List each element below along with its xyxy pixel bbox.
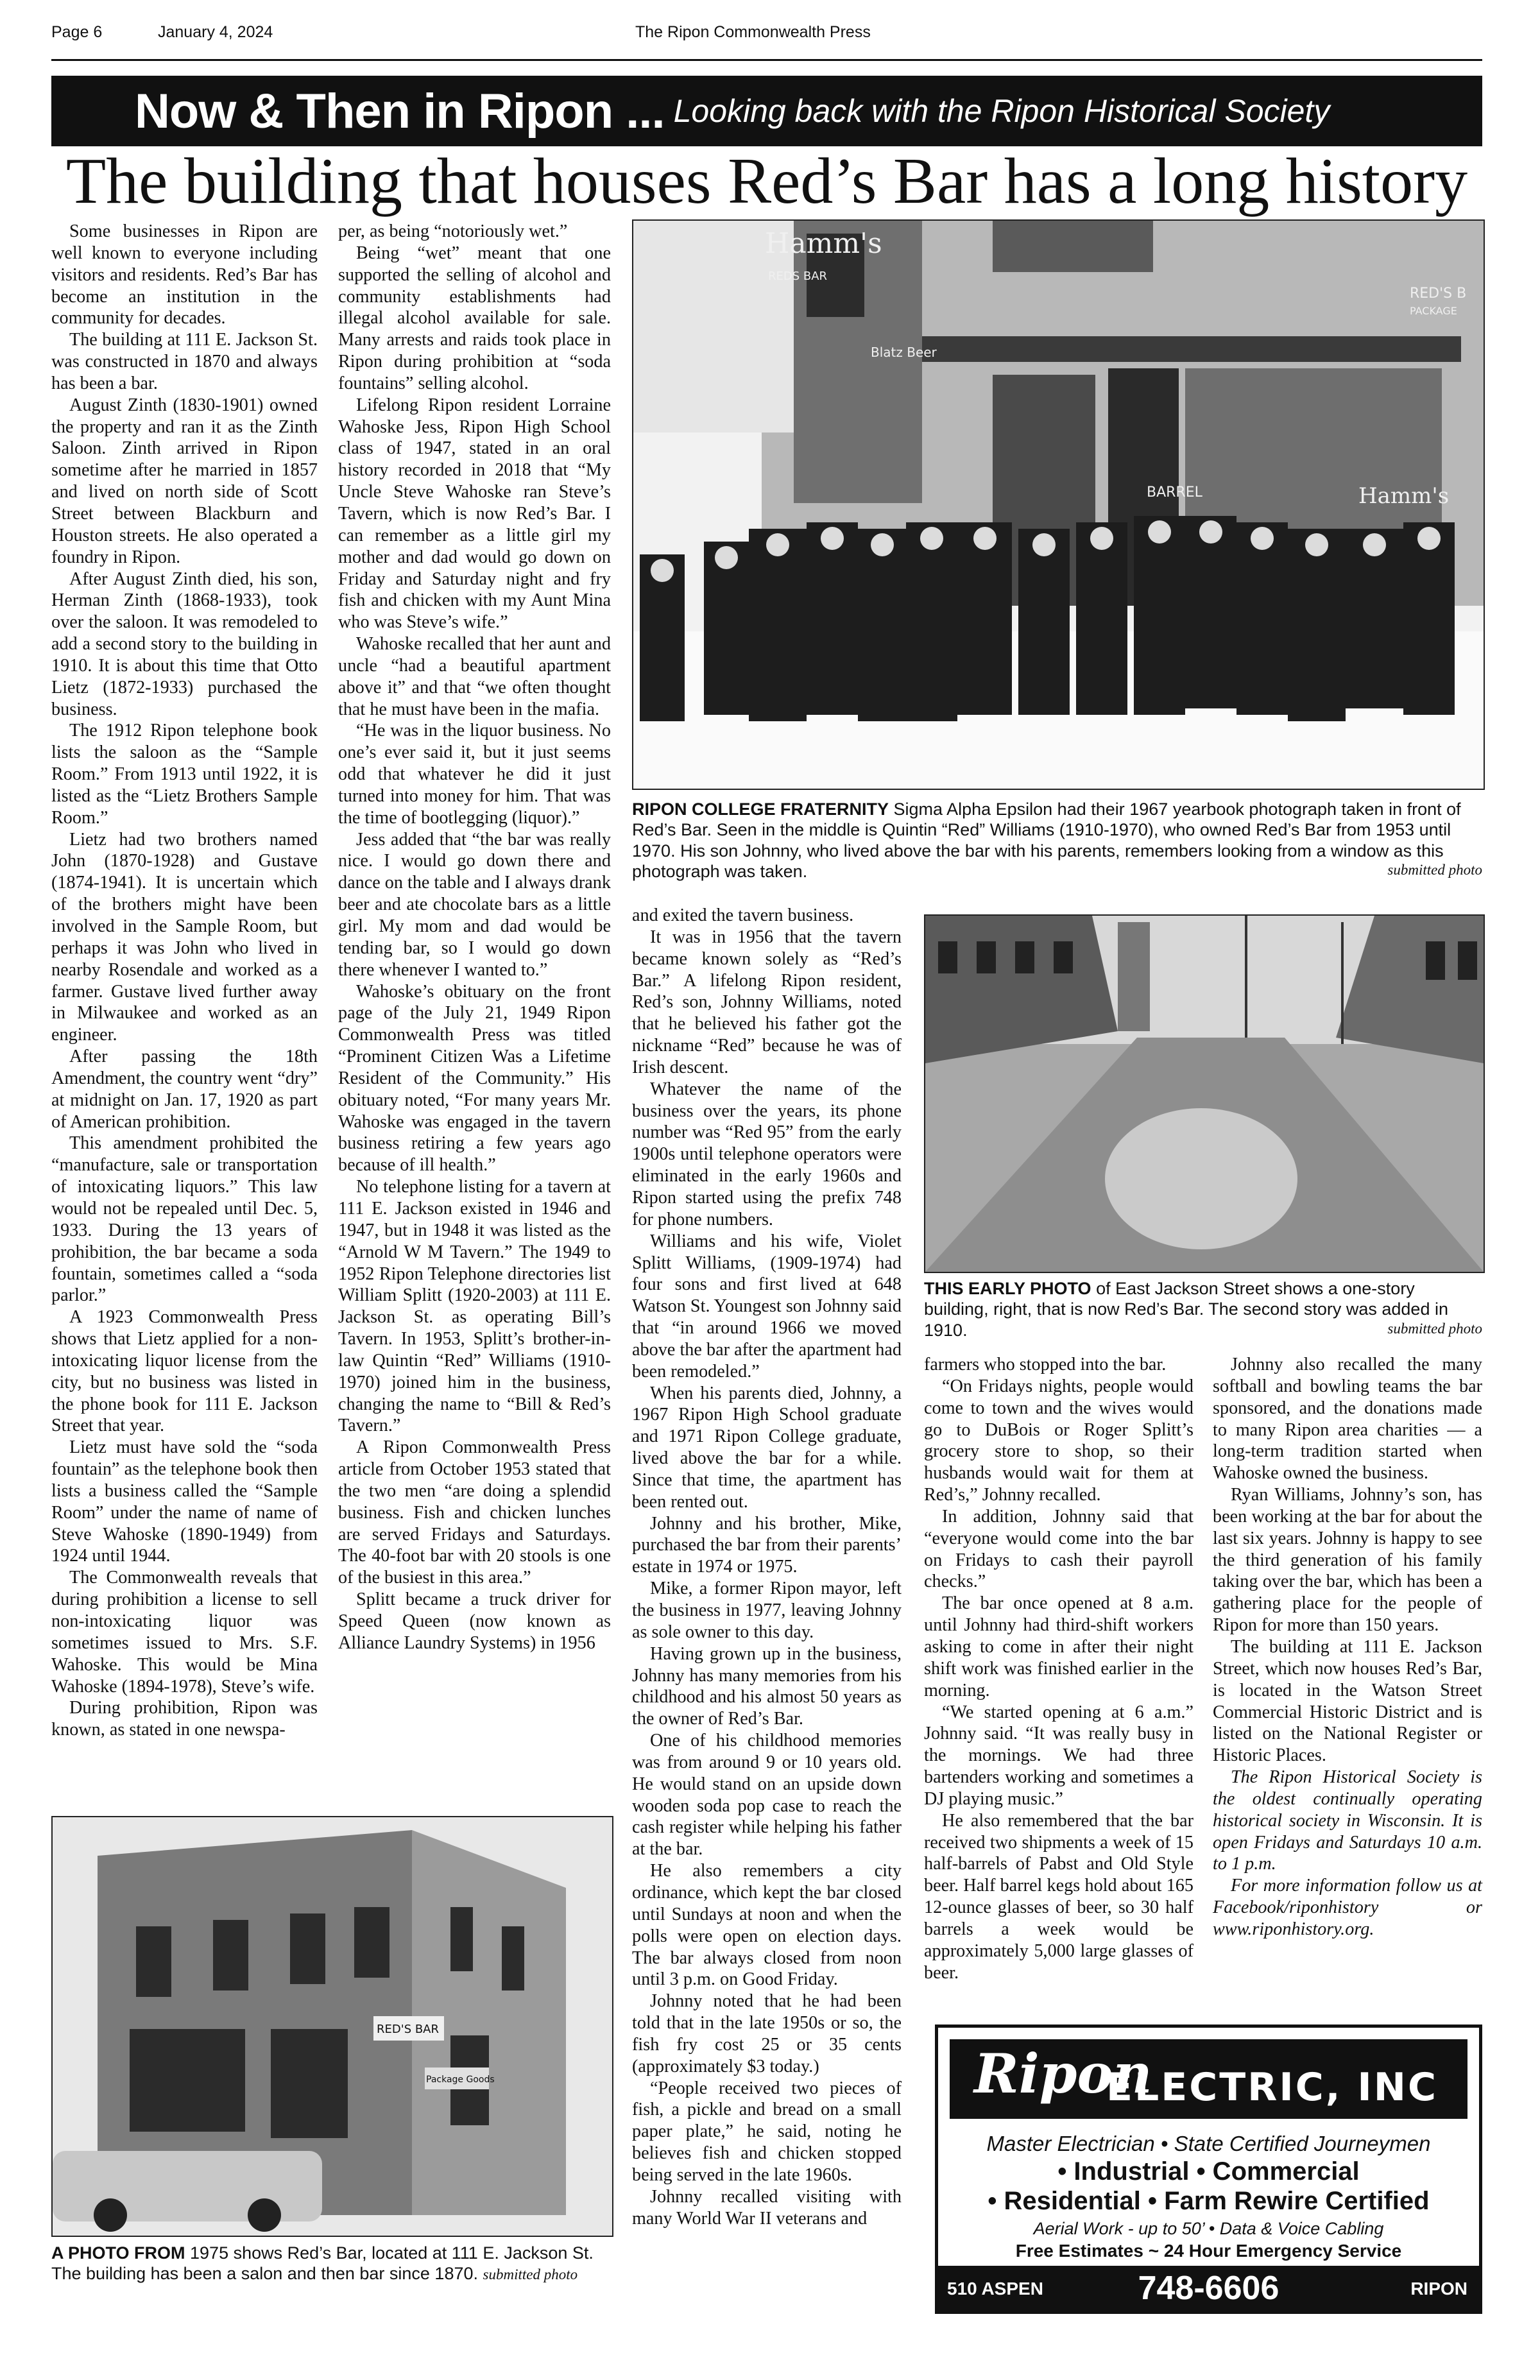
fraternity-caption (632, 799, 1482, 882)
ad-logo-band (950, 2039, 1467, 2119)
paragraph: farmers who stopped into the bar. (924, 1355, 1167, 1374)
paragraph: Lietz had two brothers named John (1870-1928) and Gustave (1874-1941). It is uncertain which of the brothers might have been involved in the Sample Room, but perhaps it was John who lived in nearby Rosendale and worked as a farmer. Gustave lived further away in Milwaukee and worked as an engineer. (51, 829, 318, 1045)
paragraph: He also remembers a city ordinance, which kept the bar closed until Sundays at noon and when the polls were open on election days. The bar always closed from noon until 3 p.m. on Good Friday. (632, 1861, 902, 1990)
ripon-electric-ad (935, 2025, 1482, 2314)
paragraph: A Ripon Commonwealth Press article from October 1953 stated that the two men “are doing a splendid business. Fish and chicken lunches are served Fridays and Saturdays. The 40-foot bar with 20 stools is one of the busiest in this area.” (338, 1437, 611, 1588)
bar-1975-photo (51, 1816, 613, 2237)
caption-lead: RIPON COLLEGE FRATERNITY (632, 800, 889, 819)
paragraph: During prohibition, Ripon was known, as stated in one newspa- (51, 1698, 318, 1740)
sign-hamms: Hamm's (765, 227, 882, 260)
paragraph: Johnny and his brother, Mike, purchased the bar from their parents’ estate in 1974 or 1975. (632, 1513, 902, 1577)
banner-subtitle: Looking back with the Ripon Historical Society (673, 93, 1330, 129)
paragraph: A 1923 Commonwealth Press shows that Lietz applied for a non-intoxicating liquor license from the city, but no business was listed in the phone book for 111 E. Jackson Street that year. (51, 1307, 318, 1436)
ad-contact-bar (938, 2266, 1479, 2311)
photo-credit: submitted photo (1387, 862, 1482, 878)
paragraph: The building at 111 E. Jackson Street, which now houses Red’s Bar, is located in the Watson Street Commercial Historic District and is listed on the National Register or Historic Places. (1213, 1636, 1482, 1766)
page-number: Page 6 (51, 23, 103, 41)
caption-text: Sigma Alpha Epsilon had their 1967 yearbook photograph taken in front of Red’s Bar. Seen in the middle is Quintin “Red” Williams (1910-1970), who owned Red’s Bar from 1953 until 1970. His son Johnny, who lived above the bar with his parents, remembers looking from a window as this photograph was taken. (632, 800, 1461, 882)
ad-services-1: • Industrial • Commercial (1057, 2157, 1360, 2186)
paragraph: Lifelong Ripon resident Lorraine Wahoske Jess, Ripon High School class of 1947, stated in an oral history recorded in 2018 that “My Uncle Steve Wahoske ran Steve’s Tavern, which is now Red’s Bar. I can remember as a little girl my mother and dad would go down on Friday and Saturday night and fry fish and chicken with my Aunt Mina who was Steve’s wife.” (338, 395, 611, 633)
bar-1975-caption (51, 2243, 611, 2284)
paragraph: After August Zinth died, his son, Herman Zinth (1868-1933), took over the saloon. It was remodeled to add a second story to the building in 1910. It is about this time that Otto Lietz (1872-1933) purchased the business. (51, 569, 318, 719)
sign-package-goods: Package Goods (426, 2075, 495, 2085)
paragraph: Wahoske’s obituary on the front page of the July 21, 1949 Ripon Commonwealth Press was titled “Prominent Citizen Was a Lifetime Resident of the Community.” His obituary noted, “For many years Mr. Wahoske was engaged in the tavern business retiring a few years ago because of ill health.” (338, 981, 611, 1176)
banner-title: Now & Then in Ripon ... (135, 83, 665, 139)
paragraph: After passing the 18th Amendment, the country went “dry” at midnight on Jan. 17, 1920 as part of American prohibition. (51, 1047, 318, 1132)
paragraph: Whatever the name of the business over the years, its phone number was “Red 95” from the early 1900s until telephone operators were eliminated in the early 1960s and Ripon started using the prefix 748 for phone numbers. (632, 1079, 902, 1229)
caption-lead: THIS EARLY PHOTO (924, 1279, 1091, 1298)
paragraph: “On Fridays nights, people would come to town and the wives would go to DuBois or Roger Splitt’s grocery store to shop, so their husbands would wait for them at Red’s,” Johnny recalled. (924, 1376, 1194, 1505)
photo-credit: submitted photo (1387, 1320, 1482, 1337)
sign-reds-bar-1975: RED'S BAR (377, 2023, 440, 2036)
paragraph: The 1912 Ripon telephone book lists the saloon as the “Sample Room.” From 1913 until 1922, it is listed as the “Lietz Brothers Sample Room.” (51, 721, 318, 828)
paragraph: “We started opening at 6 a.m.” Johnny said. “It was really busy in the mornings. We had three bartenders working and sometimes a DJ playing music.” (924, 1702, 1194, 1809)
paragraph: No telephone listing for a tavern at 111 E. Jackson existed in 1946 and 1947, but in 1948 it was listed as the “Arnold W M Tavern.” The 1949 to 1952 Ripon Telephone directories list William Splitt (1920-2003) at 111 E. Jackson St. as operating Bill’s Tavern. In 1953, Splitt’s brother-in-law Quintin “Red” Williams (1910-1970) joined him in the business, changing the name to “Bill & Red’s Tavern.” (338, 1177, 611, 1436)
paragraph: Splitt became a truck driver for Speed Queen (now known as Alliance Laundry Systems) in 1956 (338, 1589, 611, 1653)
paragraph: When his parents died, Johnny, a 1967 Ripon High School graduate and 1971 Ripon College graduate, lived above the bar for a while. Since that time, the apartment has been rented out. (632, 1383, 902, 1512)
paragraph: Jess added that “the bar was really nice. I would go down there and dance on the table and I always drank beer and ate chocolate bars as a little girl. My mom and dad would be tending bar, so I would go down there whenever I wanted to.” (338, 829, 611, 980)
paragraph: Lietz must have sold the “soda fountain” as the telephone book then lists a business called the “Sample Room” under the name of name of Steve Wahoske (1890-1949) from 1924 until 1944. (51, 1437, 318, 1566)
paragraph: Ryan Williams, Johnny’s son, has been working at the bar for about the last six years. Johnny is happy to see the third generation of his family taking over the bar, which has been a gathering place for the people of Ripon for more than 150 years. (1213, 1485, 1482, 1636)
headline: The building that houses Red’s Bar has a long history (65, 145, 1468, 218)
ad-credentials: Master Electrician • State Certified Journeymen (986, 2132, 1431, 2155)
caption-lead: A PHOTO FROM (51, 2243, 185, 2263)
street-photo (924, 914, 1485, 1273)
paragraph: The building at 111 E. Jackson St. was constructed in 1870 and always has been a bar. (51, 330, 318, 393)
article-column-2 (338, 221, 611, 1654)
paragraph: “People received two pieces of fish, a pickle and bread on a small paper plate,” he said, noting he believes fish and chicken stopped being served in the late 1960s. (632, 2078, 902, 2185)
paragraph: per, as being “notoriously wet.” (338, 221, 568, 241)
paragraph: Having grown up in the business, Johnny has many memories from his childhood and his almost 50 years as the owner of Red’s Bar. (632, 1643, 902, 1729)
paragraph: Wahoske recalled that her aunt and uncle “had a beautiful apartment above it” and that “we often thought that he must have been in the mafia. (338, 634, 611, 719)
ad-city: RIPON (1410, 2279, 1467, 2299)
sign-barrel: BARREL (1147, 484, 1202, 501)
paragraph: Johnny recalled visiting with many World War II veterans and (632, 2186, 902, 2229)
sign-hamms-window: Hamm's (1358, 483, 1450, 509)
article-column-1 (51, 221, 318, 1741)
paragraph: Johnny noted that he had been told that in the late 1950s or so, the fish fry cost 25 or 35 cents (approximately $3 today.) (632, 1991, 902, 2076)
street-caption (924, 1278, 1482, 1340)
ad-phone: 748-6606 (1138, 2270, 1279, 2307)
paragraph: Williams and his wife, Violet Splitt Williams, (1909-1974) had four sons and first lived at 648 Watson St. Youngest son Johnny said that “in around 1966 we moved above the bar after the apartment had been remodeled.” (632, 1231, 902, 1382)
article-column-5 (1213, 1354, 1482, 1940)
paragraph: Being “wet” meant that one supported the selling of alcohol and community establishments had illegal alcohol available for sale. Many arrests and raids took place in Ripon during prohibition at “soda fountains” selling alcohol. (338, 243, 611, 393)
paragraph: and exited the tavern business. (632, 905, 854, 925)
ad-company-name: ELECTRIC, INC (1106, 2065, 1438, 2110)
sign-package: PACKAGE (1410, 305, 1457, 317)
paragraph: Johnny also recalled the many softball and bowling teams the bar sponsored, and the donations made to many Ripon area charities — a long-term tradition started when Wahoske owned the business. (1213, 1355, 1482, 1484)
sign-reds-bar: REDS BAR (768, 270, 828, 283)
sign-reds-b: RED'S B (1410, 286, 1467, 302)
paragraph: In addition, Johnny said that “everyone would come into the bar on Fridays to cash their payroll checks.” (924, 1506, 1194, 1592)
issue-date: January 4, 2024 (158, 23, 273, 41)
ad-services-2: • Residential • Farm Rewire Certified (988, 2187, 1430, 2215)
paragraph: “He was in the liquor business. No one’s ever said it, but it just seems odd that whatever he did it just turned into money for him. That was the time of bootlegging (liquor).” (338, 721, 611, 828)
paragraph: August Zinth (1830-1901) owned the property and ran it as the Zinth Saloon. Zinth arrived in Ripon sometime after he married in 1857 and lived on north side of Scott Street between Blackburn and Houston streets. He also operated a foundry in Ripon. (51, 395, 318, 567)
ad-brand-logo: Ripon (974, 2042, 1152, 2105)
photo-credit: submitted photo (483, 2266, 578, 2283)
paragraph: He also remembered that the bar received two shipments a week of 15 half-barrels of Pabst and Old Style beer. Half barrel kegs hold about 165 12-ounce glasses of beer, so 30 half barrels a week would be approximately 5,000 large glasses of beer. (924, 1810, 1194, 1983)
ad-aerial-work: Aerial Work - up to 50’ • Data & Voice Cabling (1033, 2219, 1384, 2238)
section-banner (51, 76, 1482, 146)
paragraph: Some businesses in Ripon are well known to everyone including visitors and residents. Red’s Bar has become an institution in the community for decades. (51, 221, 318, 329)
article-column-3 (632, 905, 902, 2229)
paper-name: The Ripon Commonwealth Press (635, 23, 871, 41)
ad-free-estimates: Free Estimates ~ 24 Hour Emergency Service (1015, 2241, 1402, 2261)
article-column-4 (924, 1354, 1194, 1983)
sign-blatz-beer: Blatz Beer (871, 345, 937, 360)
paragraph: One of his childhood memories was from around 9 or 10 years old. He would stand on an upside down wooden soda pop case to reach the cash register while helping his father at the bar. (632, 1731, 902, 1860)
ad-address: 510 ASPEN (947, 2279, 1043, 2299)
fraternity-photo (632, 219, 1485, 790)
society-contact: For more information follow us at Facebook/riponhistory or www.riponhistory.org. (1213, 1876, 1482, 1939)
header-rule (51, 59, 1482, 61)
caption-text: 1975 shows Red’s Bar, located at 111 E. Jackson St. The building has been a salon and then bar since 1870. (51, 2243, 594, 2284)
paragraph: Mike, a former Ripon mayor, left the business in 1977, leaving Johnny as sole owner to this day. (632, 1579, 902, 1642)
paragraph: This amendment prohibited the “manufacture, sale or transportation of intoxicating liquors.” This law would not be repealed until Dec. 5, 1933. During the 13 years of prohibition, the bar became a soda fountain, sometimes called a “soda parlor.” (51, 1133, 318, 1306)
caption-text: of East Jackson Street shows a one-story building, right, that is now Red’s Bar. The second story was added in 1910. (924, 1279, 1448, 1340)
paragraph: The bar once opened at 8 a.m. until Johnny had third-shift workers asking to come in after their night shift work was finished earlier in the morning. (924, 1593, 1194, 1700)
society-note: The Ripon Historical Society is the oldest continually operating historical society in Wisconsin. It is open Fridays and Saturdays 10 a.m. to 1 p.m. (1213, 1767, 1482, 1874)
paragraph: It was in 1956 that the tavern became known solely as “Red’s Bar.” A lifelong Ripon resident, Red’s son, Johnny Williams, noted that he believed his father got the nickname “Red” because he was of Irish descent. (632, 927, 902, 1077)
paragraph: The Commonwealth reveals that during prohibition a license to sell non-intoxicating liquor was sometimes issued to Mrs. S.F. Wahoske. This would be Mina Wahoske (1894-1978), Steve’s wife. (51, 1568, 318, 1697)
